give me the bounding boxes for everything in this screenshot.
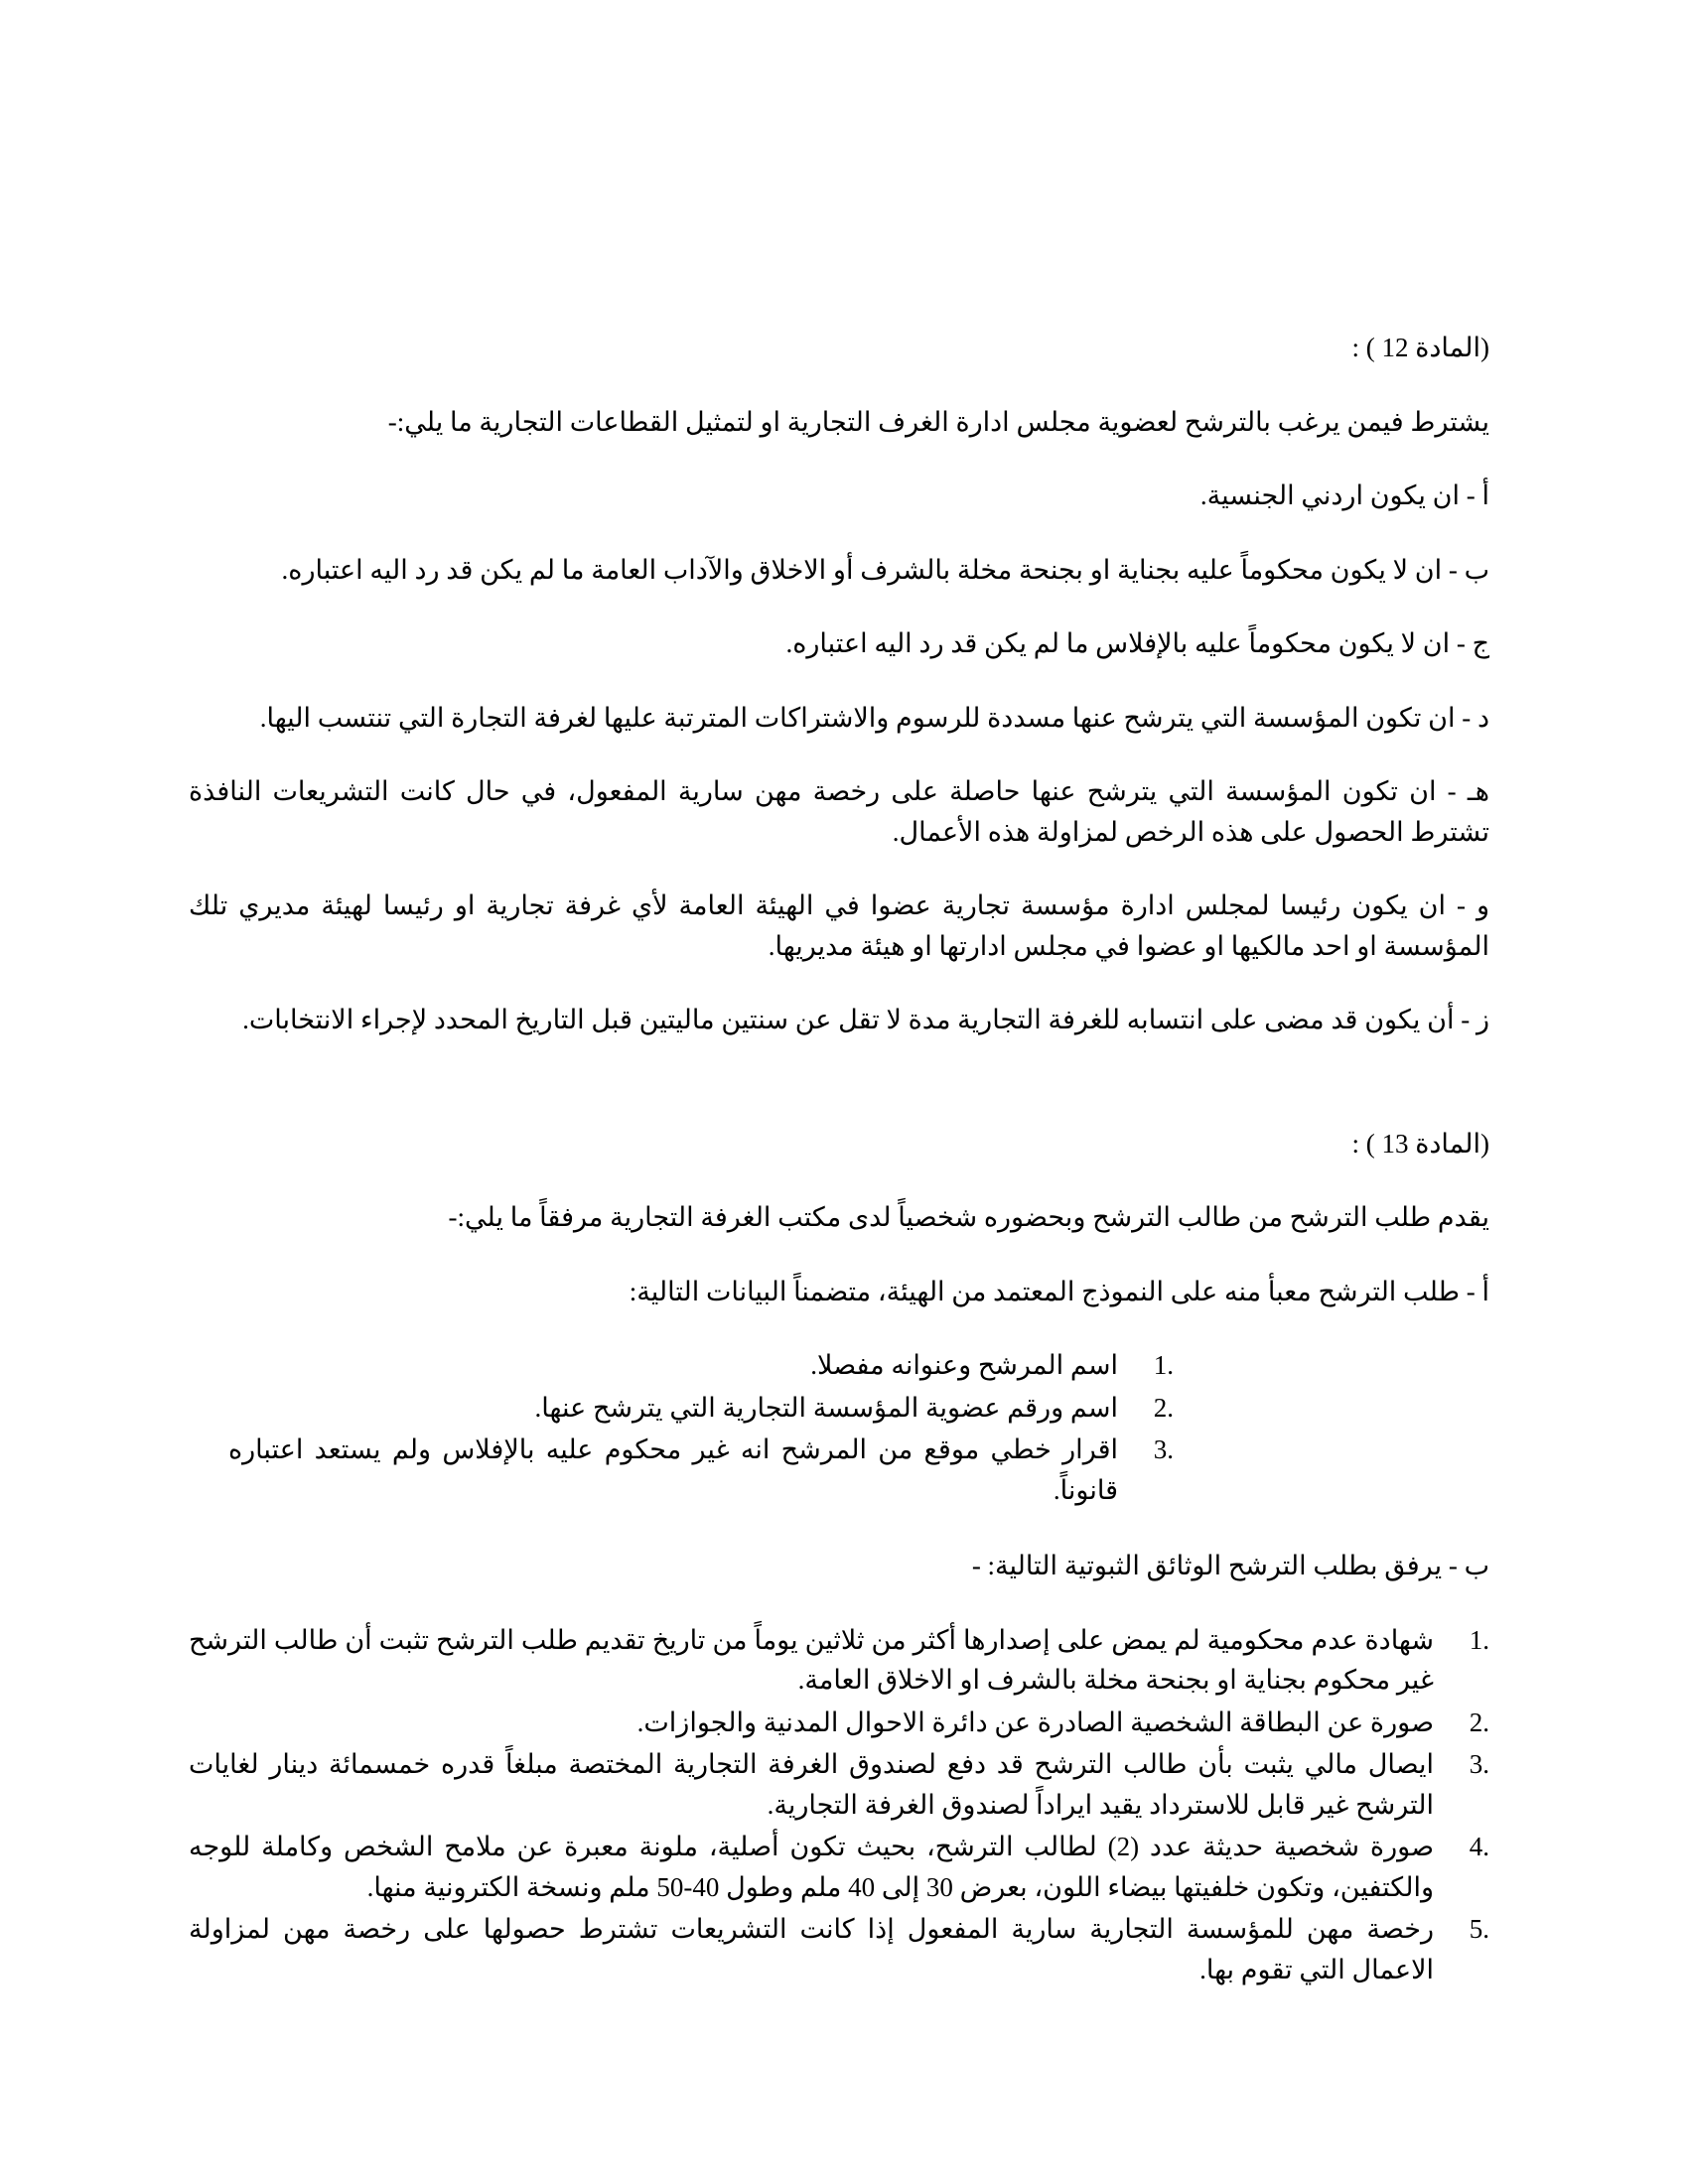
list-item-number: 4. [1469,1832,1489,1861]
spacer [189,966,1489,1000]
article-12-heading: (المادة 12 ) : [1351,333,1489,362]
article-12-clause-a: أ - ان يكون اردني الجنسية. [1199,480,1489,510]
article-13-clause-b-label: ب - يرفق بطلب الترشح الوثائق الثبوتية التالية: - [971,1551,1489,1580]
list-item-text: شهادة عدم محكومية لم يمض على إصدارها أكثر من ثلاثين يوماً من تاريخ تقديم طلب الترشح تثبت أن طالب الترشح غير محكوم بجناية او بجنحة مخلة بالشرف او الاخلاق العامة. [189,1624,1434,1695]
spacer [189,852,1489,886]
spacer [189,442,1489,476]
list-item-number: 3. [1469,1749,1489,1779]
list-item [189,1703,1489,1743]
article-12-clause-z: ز - أن يكون قد مضى على انتسابه للغرفة التجارية مدة لا تقل عن سنتين ماليتين قبل التاريخ المحدد لإجراء الانتخابات. [242,1005,1489,1034]
list-item-text: صورة شخصية حديثة عدد (2) لطالب الترشح، بحيث تكون أصلية، ملونة معبرة عن ملامح الشخص وكاملة للوجه والكتفين، وتكون خلفيتها بيضاء اللون، بعرض 30 إلى 40 ملم وطول 40-50 ملم ونسخة الكترونية منها. [189,1832,1434,1902]
article-13-clause-b-list [189,1620,1489,1990]
list-item-text: ايصال مالي يثبت بأن طالب الترشح قد دفع لصندوق الغرفة التجارية المختصة مبلغاً قدره خمسمائة دينار لغايات الترشح غير قابل للاسترداد يقيد ايراداً لصندوق الغرفة التجارية. [189,1749,1434,1820]
list-item [189,1620,1489,1701]
article-12-clause-d: د - ان تكون المؤسسة التي يترشح عنها مسددة للرسوم والاشتراكات المترتبة عليها لغرفة التجارة التي تنتسب اليها. [259,702,1489,733]
article-13-clause-a-list-wrap [189,1345,1489,1510]
list-item [189,1827,1489,1907]
spacer [189,738,1489,771]
spacer [189,1586,1489,1620]
article-13-heading: (المادة 13 ) : [1351,1128,1489,1159]
article-12-clause-b: ب - ان لا يكون محكوماً عليه بجناية او بجنحة مخلة بالشرف أو الاخلاق والآداب العامة ما لم يكن قد رد اليه اعتباره. [281,554,1489,585]
list-item-text: رخصة مهن للمؤسسة التجارية سارية المفعول إذا كانت التشريعات تشترط حصولها على رخصة مهن لمزاولة الاعمال التي تقوم بها. [189,1914,1434,1984]
spacer [189,368,1489,402]
spacer [189,664,1489,698]
list-item-number: 1. [1153,1350,1174,1380]
spacer [189,516,1489,550]
list-item-text: اسم المرشح وعنوانه مفصلا. [810,1350,1118,1380]
spacer [189,1163,1489,1197]
list-item [228,1430,1174,1510]
article-13-clause-b-list-wrap [189,1620,1489,1990]
article-12-clause-w: و - ان يكون رئيسا لمجلس ادارة مؤسسة تجارية عضوا في الهيئة العامة لأي غرفة تجارية او رئيسا لهيئة مديري تلك المؤسسة او احد مالكيها او عضوا في مجلس ادارتها او هيئة مديريها. [189,890,1489,961]
list-item-text: اقرار خطي موقع من المرشح انه غير محكوم عليه بالإفلاس ولم يستعد اعتباره قانوناً. [228,1434,1118,1505]
article-13-intro: يقدم طلب الترشح من طالب الترشح وبحضوره شخصياً لدى مكتب الغرفة التجارية مرفقاً ما يلي:- [448,1202,1489,1232]
article-12-clause-h: هـ - ان تكون المؤسسة التي يترشح عنها حاصلة على رخصة مهن سارية المفعول، في حال كانت التشريعات النافذة تشترط الحصول على هذه الرخص لمزاولة هذه الأعمال. [189,776,1489,847]
article-13-clause-a-list [228,1345,1174,1510]
article-13-clause-a-label: أ - طلب الترشح معبأ منه على النموذج المعتمد من الهيئة، متضمناً البيانات التالية: [629,1276,1489,1306]
list-item-number: 2. [1153,1392,1174,1423]
list-item-number: 3. [1153,1434,1174,1464]
document-body [189,328,1489,1989]
list-item-number: 1. [1469,1624,1489,1655]
list-item-text: اسم ورقم عضوية المؤسسة التجارية التي يترشح عنها. [534,1392,1118,1423]
list-item [228,1345,1174,1386]
spacer [189,1238,1489,1272]
spacer [189,1311,1489,1345]
list-item-number: 5. [1469,1914,1489,1944]
article-12-clause-j: ج - ان لا يكون محكوماً عليه بالإفلاس ما لم يكن قد رد اليه اعتباره. [785,628,1489,658]
spacer [189,590,1489,623]
list-item [189,1909,1489,1989]
list-item [228,1388,1174,1429]
spacer [189,1512,1489,1546]
list-item-text: صورة عن البطاقة الشخصية الصادرة عن دائرة الاحوال المدنية والجوازات. [636,1706,1434,1737]
spacer [189,1040,1489,1124]
article-12-intro: يشترط فيمن يرغب بالترشح لعضوية مجلس ادارة الغرف التجارية او لتمثيل القطاعات التجارية ما يلي:- [387,406,1489,437]
list-item-number: 2. [1469,1706,1489,1737]
list-item [189,1744,1489,1825]
